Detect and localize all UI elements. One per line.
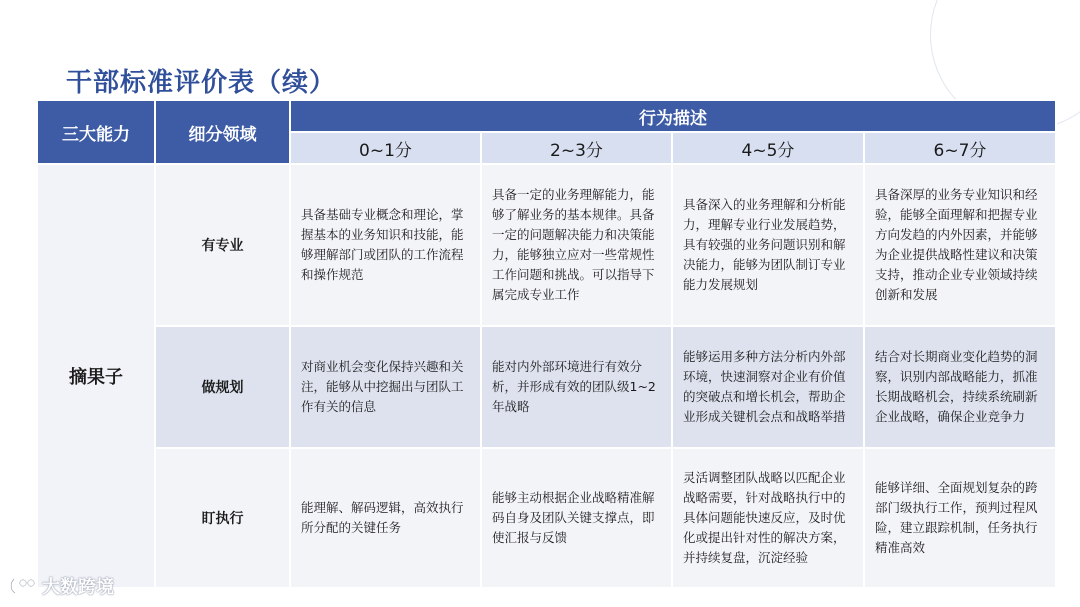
evaluation-table	[36, 99, 1057, 589]
description-cell: 能对内外部环境进行有效分析，并形成有效的团队级1~2年战略	[481, 326, 672, 448]
description-cell: 能够详细、全面规划复杂的跨部门级执行工作，预判过程风险，建立跟踪机制，任务执行精准高效	[864, 448, 1056, 588]
description-cell: 能够运用多种方法分析内外部环境，快速洞察对企业有价值的突破点和增长机会，帮助企业形成关键机会点和战略举措	[672, 326, 864, 448]
description-cell: 结合对长期商业变化趋势的洞察，识别内部战略能力，抓准长期战略机会，持续系统刷新企业战略，确保企业竞争力	[864, 326, 1056, 448]
header-ability: 三大能力	[37, 100, 155, 164]
table-row	[37, 326, 1056, 448]
header-behavior: 行为描述	[290, 100, 1056, 132]
description-cell: 能理解、解码逻辑，高效执行所分配的关键任务	[290, 448, 481, 588]
table-row	[37, 164, 1056, 326]
description-cell: 对商业机会变化保持兴趣和关注，能够从中挖掘出与团队工作有关的信息	[290, 326, 481, 448]
description-cell: 具备深入的业务理解和分析能力，理解专业行业发展趋势，具有较强的业务问题识别和解决能力，能够为团队制订专业能力发展规划	[672, 164, 864, 326]
ability-name: 摘果子	[37, 164, 155, 588]
description-cell: 灵活调整团队战略以匹配企业战略需要，针对战略执行中的具体问题能快速反应，及时优化或提出针对性的解决方案，并持续复盘，沉淀经验	[672, 448, 864, 588]
watermark-logo-icon	[8, 575, 38, 597]
sub-area-name: 盯执行	[155, 448, 290, 588]
page-title: 干部标准评价表（续）	[66, 68, 337, 98]
score-level-header: 2~3分	[481, 132, 672, 164]
table-row	[37, 448, 1056, 588]
score-level-header: 4~5分	[672, 132, 864, 164]
watermark	[8, 573, 114, 599]
sub-area-name: 有专业	[155, 164, 290, 326]
description-cell: 具备一定的业务理解能力，能够了解业务的基本规律。具备一定的问题解决能力和决策能力，能够独立应对一些常规性工作问题和挑战。可以指导下属完成专业工作	[481, 164, 672, 326]
score-level-header: 6~7分	[864, 132, 1056, 164]
header-sub-area: 细分领域	[155, 100, 290, 164]
description-cell: 具备基础专业概念和理论，掌握基本的业务知识和技能，能够理解部门或团队的工作流程和操作规范	[290, 164, 481, 326]
description-cell: 能够主动根据企业战略精准解码自身及团队关键支撑点，即使汇报与反馈	[481, 448, 672, 588]
watermark-text: 大数跨境	[42, 577, 114, 598]
header-row-top	[37, 100, 1056, 132]
score-level-header: 0~1分	[290, 132, 481, 164]
sub-area-name: 做规划	[155, 326, 290, 448]
description-cell: 具备深厚的业务专业知识和经验，能够全面理解和把握专业方向发趋的内外因素，并能够为企业提供战略性建议和决策支持，推动企业专业领域持续创新和发展	[864, 164, 1056, 326]
